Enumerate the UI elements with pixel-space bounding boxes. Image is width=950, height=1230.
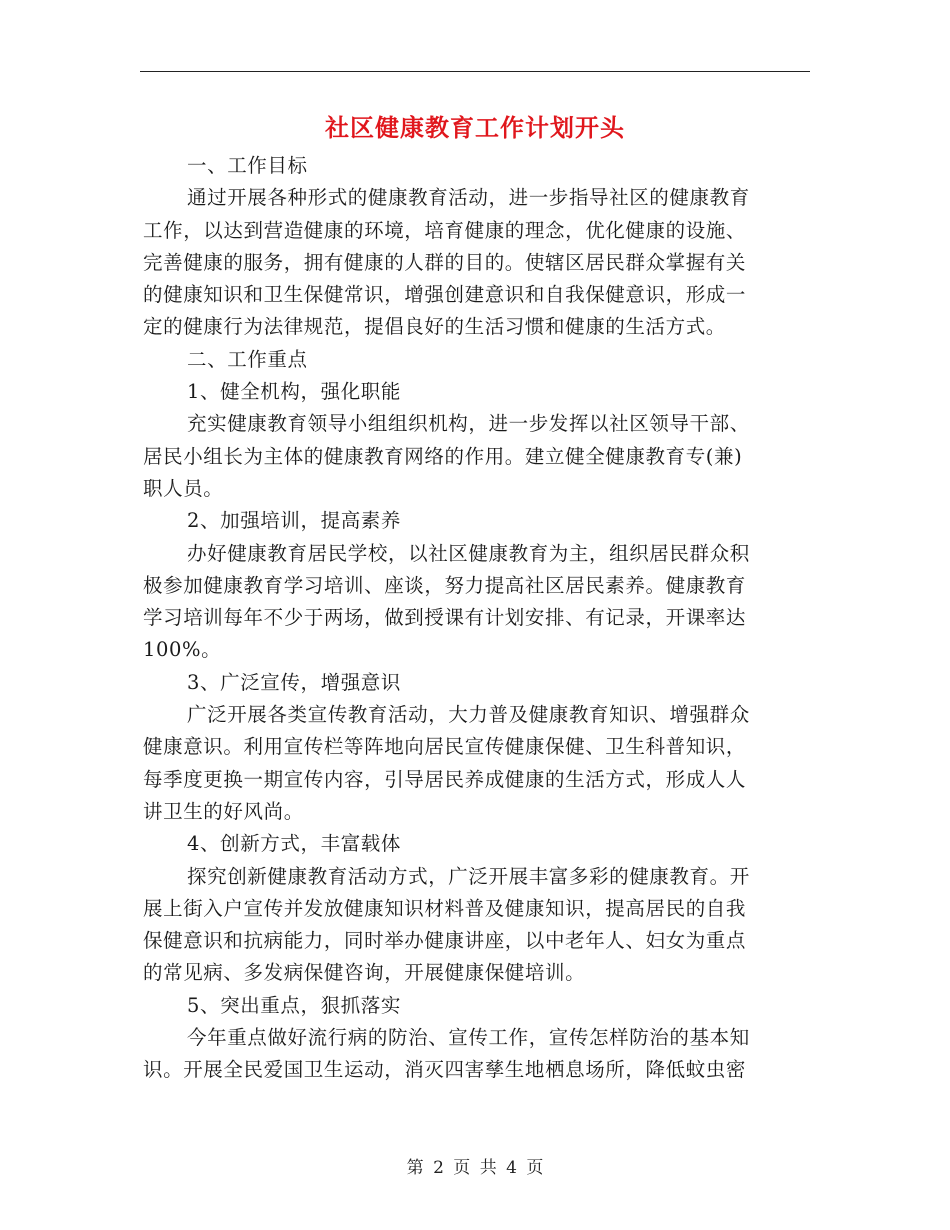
body-line: 5、突出重点，狠抓落实 <box>187 993 402 1017</box>
body-line: 探究创新健康教育活动方式，广泛开展丰富多彩的健康教育。开 <box>187 864 750 888</box>
body-line: 充实健康教育领导小组组织机构，进一步发挥以社区领导干部、 <box>187 412 750 436</box>
body-line: 二、工作重点 <box>187 347 308 371</box>
body-line: 办好健康教育居民学校，以社区健康教育为主，组织居民群众积 <box>187 541 750 565</box>
body-line: 今年重点做好流行病的防治、宣传工作，宣传怎样防治的基本知 <box>187 1026 750 1050</box>
body-line: 学习培训每年不少于两场，做到授课有计划安排、有记录，开课率达 <box>143 606 747 630</box>
body-line: 1、健全机构，强化职能 <box>187 380 402 404</box>
body-line: 识。开展全民爱国卫生运动，消灭四害孳生地栖息场所，降低蚊虫密 <box>143 1058 747 1082</box>
body-line: 3、广泛宣传，增强意识 <box>187 670 402 694</box>
body-line: 广泛开展各类宣传教育活动，大力普及健康教育知识、增强群众 <box>187 703 750 727</box>
body-line: 的健康知识和卫生保健常识，增强创建意识和自我保健意识，形成一 <box>143 283 747 307</box>
header-rule <box>140 71 810 72</box>
body-line: 定的健康行为法律规范，提倡良好的生活习惯和健康的生活方式。 <box>143 315 726 339</box>
body-line: 讲卫生的好风尚。 <box>143 799 304 823</box>
body-line: 极参加健康教育学习培训、座谈，努力提高社区居民素养。健康教育 <box>143 573 747 597</box>
body-line: 工作，以达到营造健康的环境，培育健康的理念，优化健康的设施、 <box>143 218 747 242</box>
body-line: 完善健康的服务，拥有健康的人群的目的。使辖区居民群众掌握有关 <box>143 250 747 274</box>
body-line: 的常见病、多发病保健咨询，开展健康保健培训。 <box>143 961 586 985</box>
body-line: 健康意识。利用宣传栏等阵地向居民宣传健康保健、卫生科普知识， <box>143 735 747 759</box>
body-line: 居民小组长为主体的健康教育网络的作用。建立健全健康教育专(兼) <box>143 444 743 468</box>
body-line: 每季度更换一期宣传内容，引导居民养成健康的生活方式，形成人人 <box>143 767 747 791</box>
body-line: 通过开展各种形式的健康教育活动，进一步指导社区的健康教育 <box>187 186 750 210</box>
body-line: 100%。 <box>143 638 222 662</box>
document-body <box>143 150 807 1087</box>
body-line: 4、创新方式，丰富载体 <box>187 832 402 856</box>
body-line: 2、加强培训，提高素养 <box>187 509 402 533</box>
body-line: 展上街入户宣传并发放健康知识材料普及健康知识，提高居民的自我 <box>143 896 747 920</box>
document-title: 社区健康教育工作计划开头 <box>325 113 625 142</box>
page-number: 第 2 页 共 4 页 <box>406 1158 544 1178</box>
body-line: 保健意识和抗病能力，同时举办健康讲座，以中老年人、妇女为重点 <box>143 929 747 953</box>
body-line: 一、工作目标 <box>187 154 308 177</box>
body-line: 职人员。 <box>143 476 224 500</box>
